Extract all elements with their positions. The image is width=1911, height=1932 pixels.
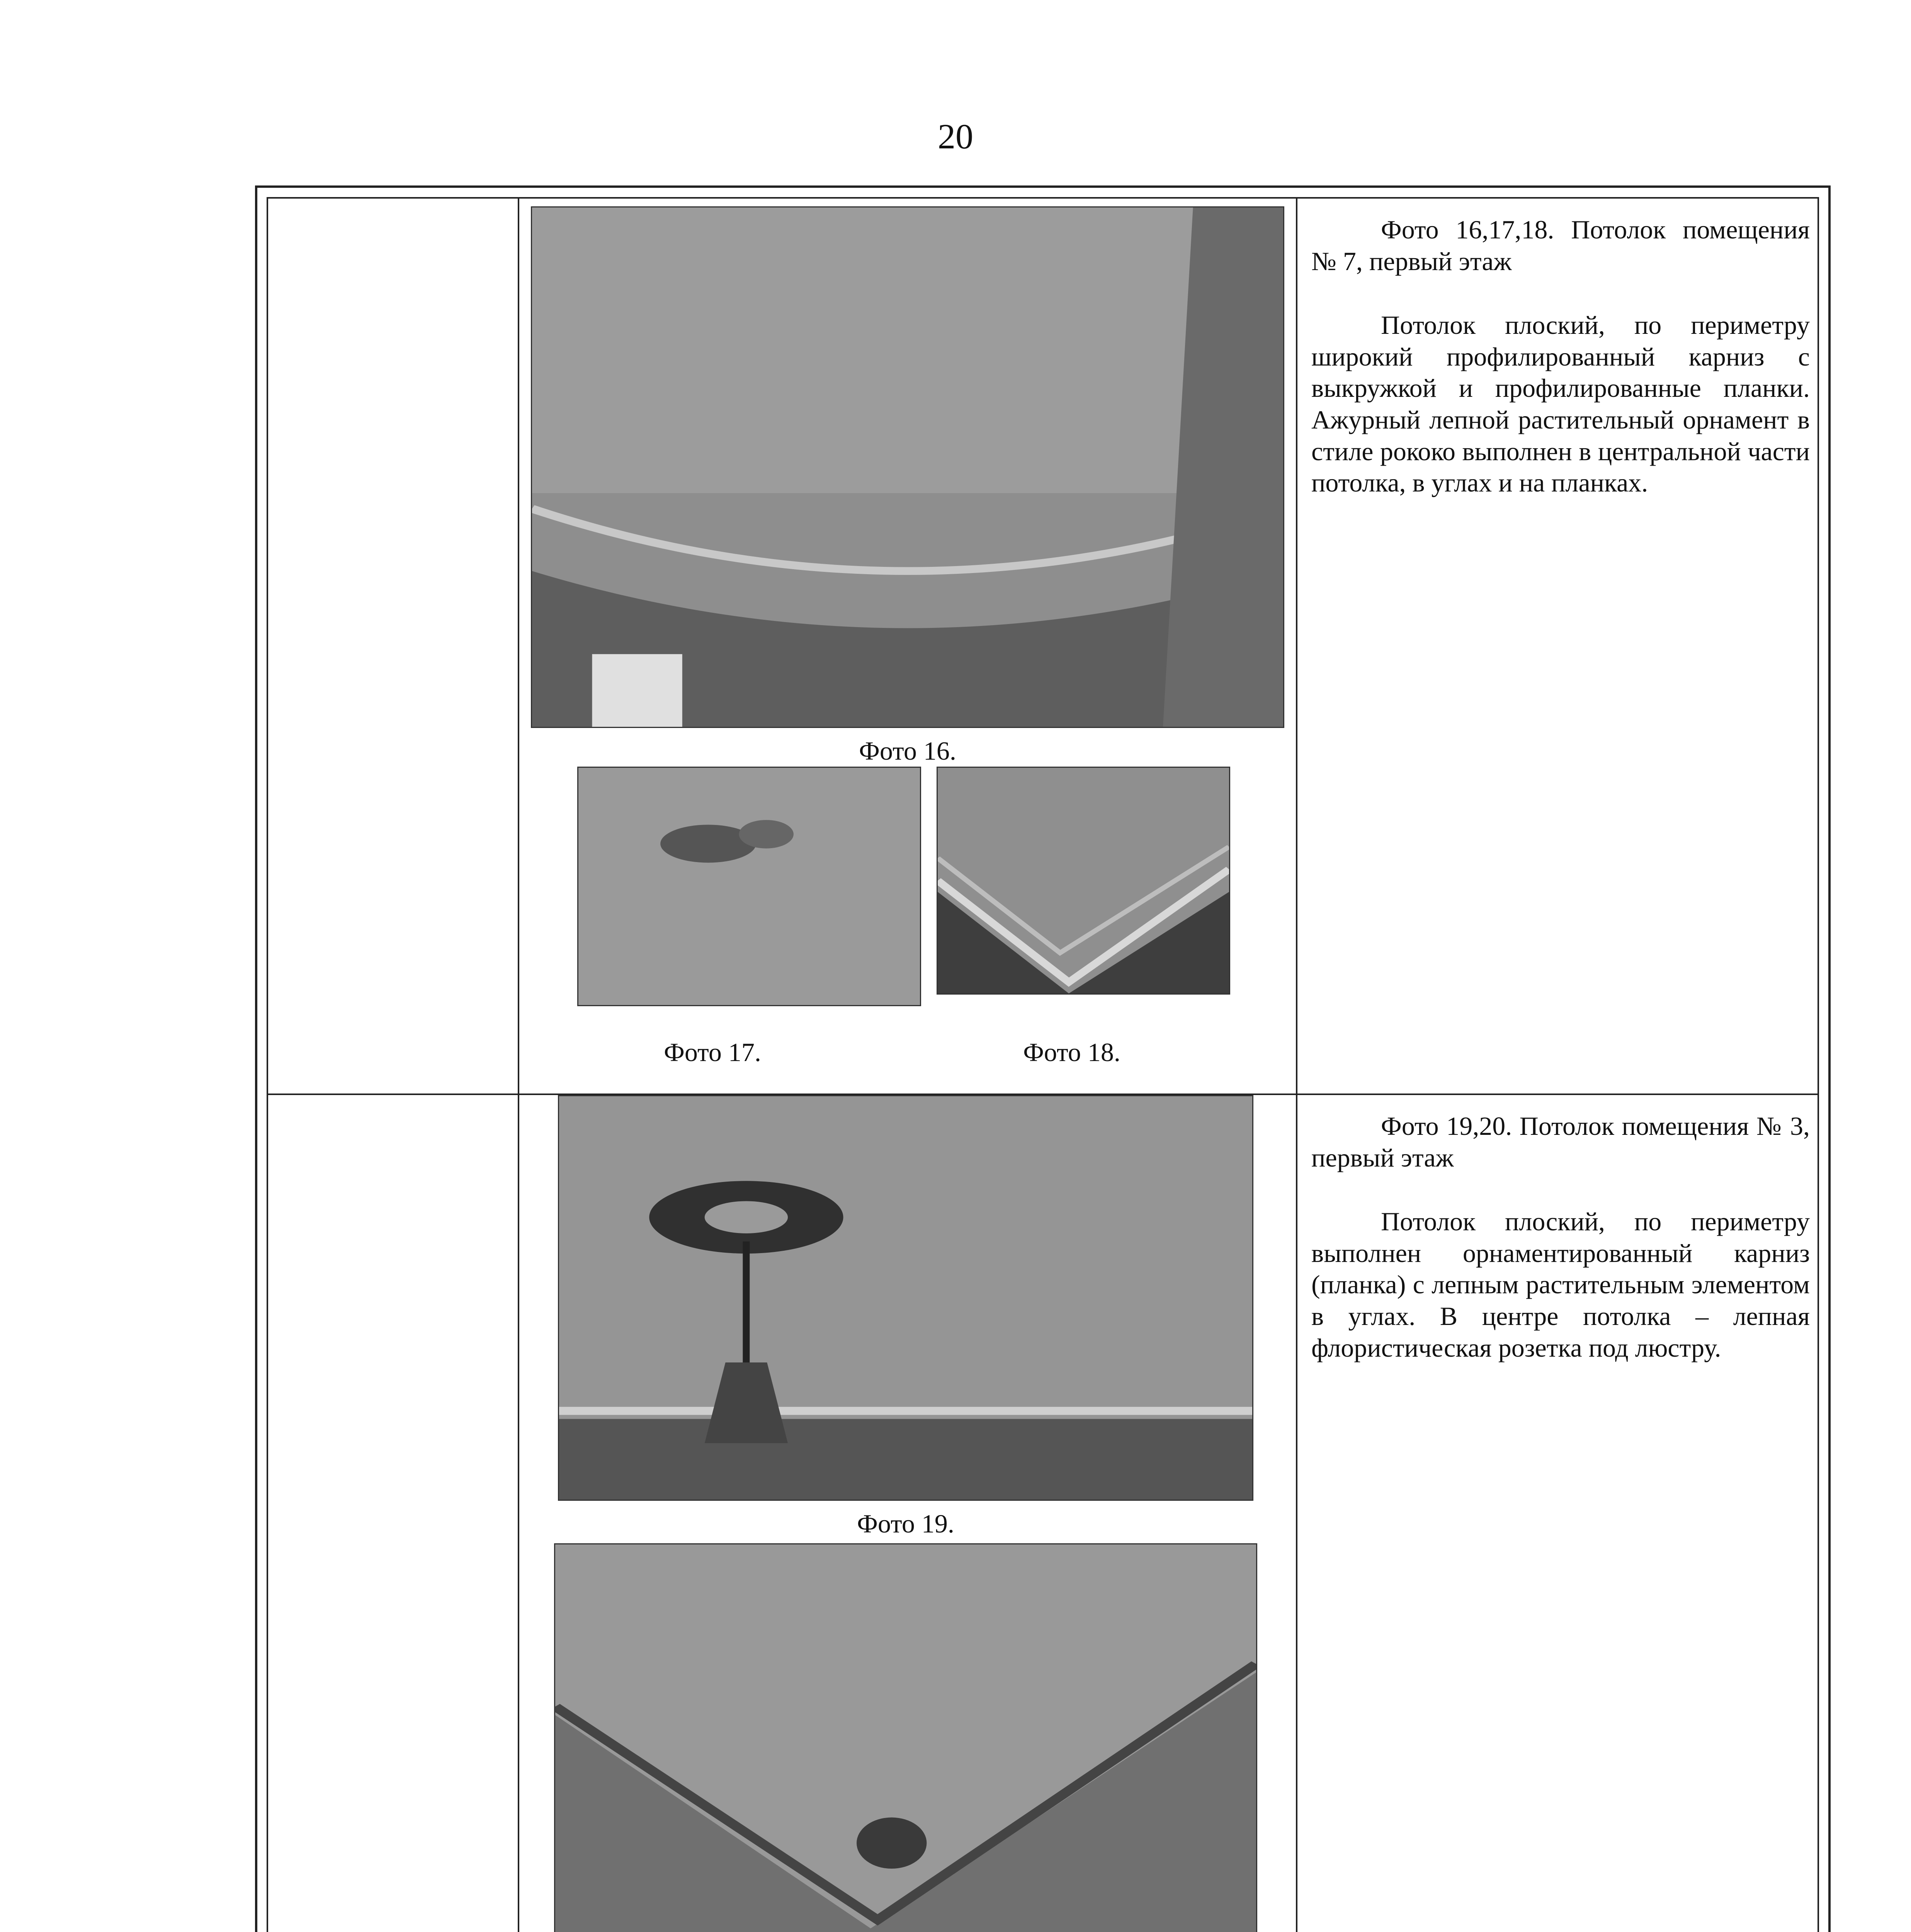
column-divider-1 — [518, 199, 519, 1932]
photo-19 — [558, 1095, 1253, 1501]
photo-17 — [577, 767, 921, 1006]
row-2-description — [1311, 1111, 1810, 1364]
page-number: 20 — [938, 117, 973, 156]
photo-18-caption: Фото 18. — [1023, 1037, 1120, 1067]
photo-20 — [554, 1543, 1257, 1932]
row-1-heading: Фото 16,17,18. Потолок помещения № 7, первый этаж — [1311, 215, 1810, 276]
row-2-text: Потолок плоский, по периметру выполнен орнаментированный карниз (планка) с лепным растительным элементом в углах. В центре потолка – лепная флористическая розетка под люстру. — [1311, 1207, 1810, 1362]
photo-17-caption: Фото 17. — [664, 1037, 761, 1067]
row-2-heading: Фото 19,20. Потолок помещения № 3, первый этаж — [1311, 1111, 1810, 1172]
photo-table-inner — [267, 197, 1819, 1932]
photo-19-caption: Фото 19. — [857, 1509, 954, 1538]
photo-16-caption: Фото 16. — [859, 736, 956, 765]
photo-18 — [937, 767, 1230, 995]
row-1-description — [1311, 214, 1810, 499]
column-divider-2 — [1296, 199, 1297, 1932]
row-1-text: Потолок плоский, по периметру широкий профилированный карниз с выкружкой и профилированные планки. Ажурный лепной растительный орнамент в стиле рококо выполнен в центральной части потолка, в углах и на планках. — [1311, 310, 1810, 498]
photo-16 — [531, 206, 1284, 728]
photo-table — [255, 185, 1831, 1932]
